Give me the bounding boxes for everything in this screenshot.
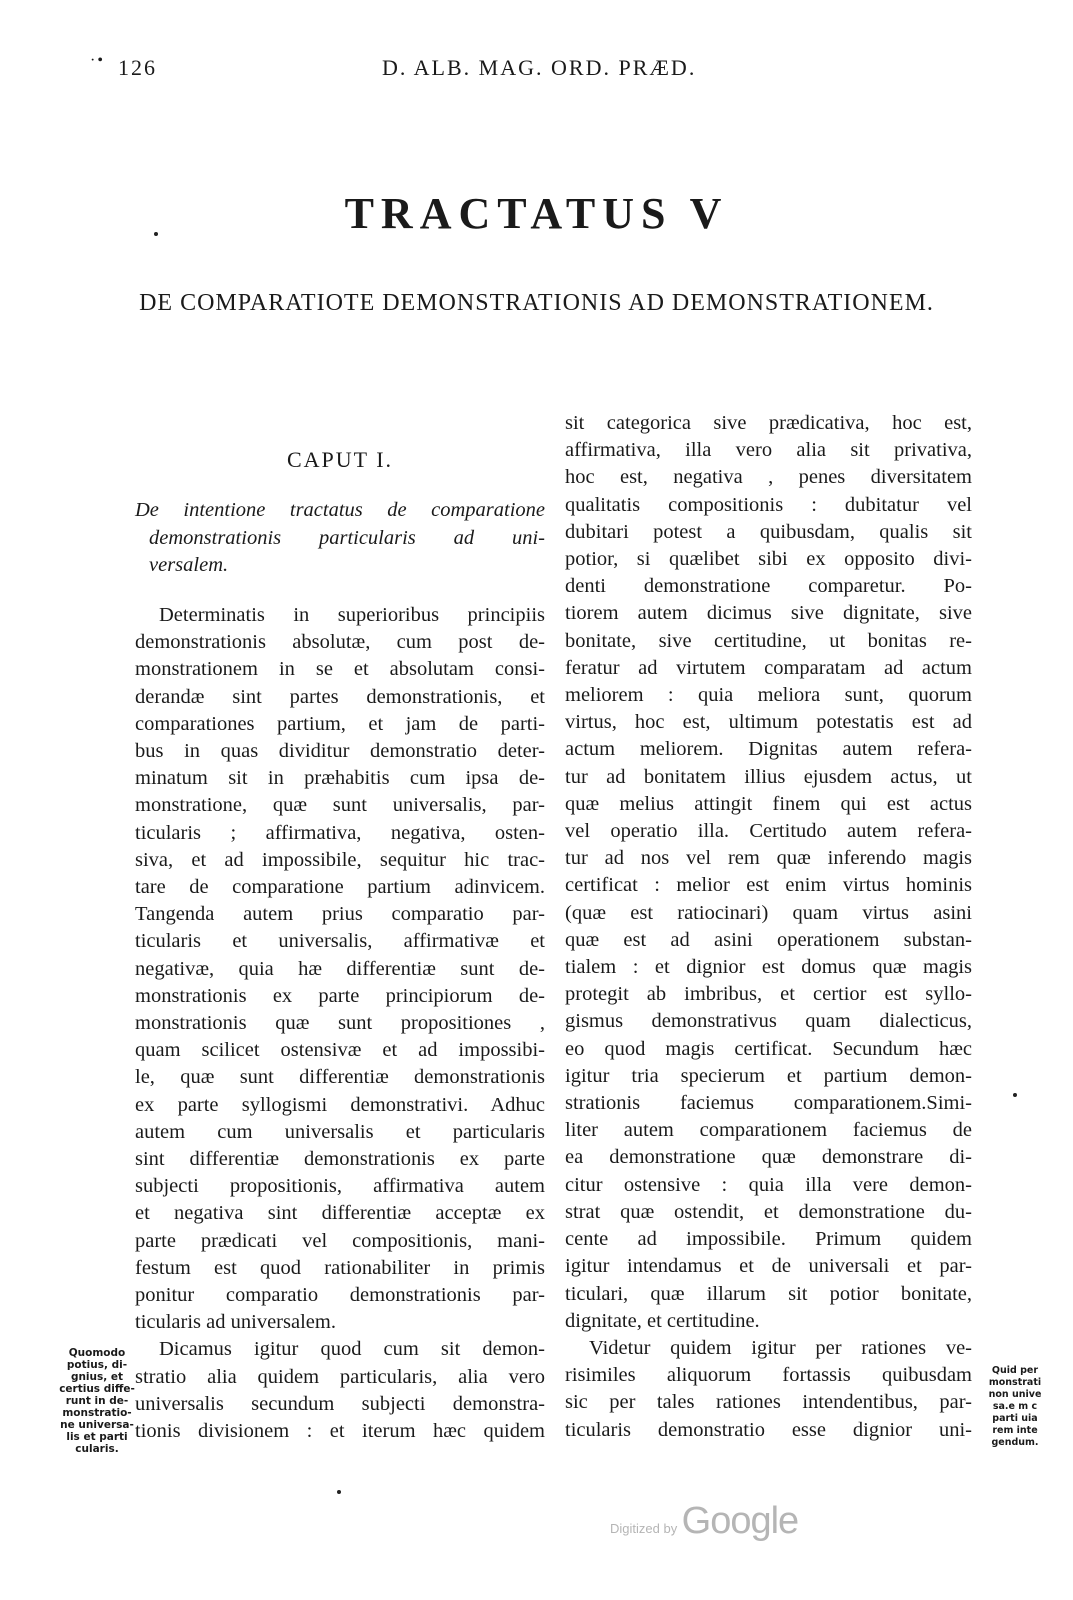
- margin-note-line: lis et parti: [66, 1431, 128, 1443]
- margin-note-line: Quid per: [991, 1365, 1039, 1376]
- text-line: monstrationis ex parte principiorum de-: [135, 984, 545, 1007]
- chapter-heading: CAPUT I.: [286, 447, 394, 472]
- text-line: (quæ est ratiocinari) quam virtus asini: [565, 901, 972, 924]
- text-line: ticularis et universalis, affirmativæ et: [135, 930, 545, 953]
- text-line: subjecti propositionis, affirmativa autem: [135, 1175, 545, 1198]
- running-title: D. ALB. MAG. ORD. PRÆD.: [382, 55, 697, 80]
- text-line: ticularis ; affirmativa, negativa, osten-: [135, 821, 545, 844]
- margin-note-line: non unive: [988, 1389, 1042, 1400]
- text-line: monstratione, quæ sunt universalis, par-: [135, 794, 545, 817]
- text-line: potior, si quælibet sibi ex opposito divi-: [565, 548, 972, 571]
- margin-note-line: cularis.: [75, 1443, 119, 1455]
- text-line: ticulari, quæ illarum sit potior bonitate,: [565, 1282, 972, 1305]
- text-line: universalis secundum subjecti demonstra-: [135, 1392, 545, 1415]
- right-margin-note: [980, 1365, 1050, 1449]
- text-line: quæ est ad asini operationem substan-: [565, 928, 972, 951]
- text-line: tionis divisionem : et iterum hæc quidem: [135, 1420, 545, 1443]
- text-line: Tangenda autem prius comparatio par-: [135, 903, 545, 926]
- digitized-watermark: [610, 1500, 798, 1543]
- text-line: ticularis demonstratio esse dignior uni-: [565, 1418, 972, 1441]
- text-line: monstrationem in se et absolutam consi-: [135, 658, 545, 681]
- left-text-column: [135, 602, 545, 1445]
- chapter-intent: [135, 497, 545, 580]
- margin-note-line: runt in de-: [65, 1395, 129, 1407]
- intent-line: demonstrationis particularis ad uni-: [149, 526, 545, 549]
- text-line: strationis faciemus comparationem.Simi-: [565, 1092, 972, 1115]
- text-line: quæ melius attingit finem qui est actus: [565, 792, 972, 815]
- text-line: tur ad nos vel rem quæ inferendo magis: [565, 847, 972, 870]
- text-line: stratio alia quidem particularis, alia vero: [135, 1365, 545, 1388]
- margin-note-line: gendum.: [991, 1437, 1039, 1448]
- text-line: Dicamus igitur quod cum sit demon-: [159, 1338, 545, 1361]
- text-line: feratur ad virtutem comparatam ad actum: [565, 656, 972, 679]
- text-line: affirmativa, illa vero alia sit privativa,: [565, 439, 972, 462]
- text-line: tialem : et dignior est domus quæ magis: [565, 956, 972, 979]
- margin-note-line: parti uia: [992, 1413, 1038, 1424]
- treatise-title: TRACTATUS V: [344, 189, 729, 238]
- text-line: monstrationis quæ sunt propositiones ,: [135, 1012, 545, 1035]
- text-line: ex parte syllogismi demonstrativi. Adhuc: [135, 1093, 545, 1116]
- text-line: Videtur quidem igitur per rationes ve-: [589, 1336, 972, 1359]
- text-line: comparationes partium, et jam de parti-: [135, 712, 545, 735]
- watermark-prefix: Digitized by: [610, 1521, 678, 1536]
- text-line: negativæ, quia hæ differentiæ sunt de-: [135, 957, 545, 980]
- stray-dot: [337, 1490, 341, 1494]
- text-line: virtus, hoc est, ultimum potestatis est ad: [565, 711, 972, 734]
- text-line: hoc est, negativa , penes diversitatem: [565, 466, 972, 489]
- google-logo: Google: [681, 1500, 799, 1542]
- margin-note-line: Quomodo: [68, 1347, 126, 1359]
- text-line: liter autem comparationem faciemus de: [565, 1119, 972, 1142]
- margin-note-line: gnius, et: [70, 1371, 124, 1383]
- text-line: ea demonstratione quæ demonstrare di-: [565, 1146, 972, 1169]
- text-line: denti demonstratione comparetur. Po-: [565, 575, 972, 598]
- text-line: dignitate, et certitudine.: [565, 1309, 760, 1332]
- treatise-subtitle: DE COMPARATIOTE DEMONSTRATIONIS AD DEMONSTRATIONEM.: [139, 290, 934, 316]
- text-line: meliorem : quia meliora sunt, quorum: [565, 684, 972, 707]
- stray-dot: [154, 232, 158, 236]
- text-line: le, quæ sunt differentiæ demonstrationis: [135, 1066, 545, 1089]
- margin-note-line: potius, di-: [66, 1359, 128, 1371]
- text-line: citur ostensive : quia illa vere demon-: [565, 1173, 972, 1196]
- page-number: 126: [118, 55, 157, 80]
- stray-dot: [1013, 1093, 1017, 1097]
- margin-note-line: rem inte: [992, 1425, 1038, 1436]
- text-line: bus in quas dividitur demonstratio deter-: [135, 740, 545, 763]
- text-line: dubitari potest a quibusdam, qualis sit: [565, 520, 972, 543]
- intent-line: versalem.: [149, 554, 229, 576]
- text-line: eo quod magis certificat. Secundum hæc: [565, 1037, 972, 1060]
- text-line: vel operatio illa. Certitudo autem refera-: [565, 820, 972, 843]
- text-line: certificat : melior est enim virtus hominis: [565, 874, 972, 897]
- margin-note-line: ne universa-: [60, 1419, 134, 1431]
- text-line: Determinatis in superioribus principiis: [159, 604, 545, 626]
- text-line: sit categorica sive prædicativa, hoc est,: [565, 412, 972, 434]
- text-line: actum meliorem. Dignitas autem refera-: [565, 738, 972, 761]
- right-text-column: [565, 410, 972, 1444]
- text-line: bonitate, sive certitudine, ut bonitas re-: [565, 629, 972, 652]
- intent-line: De intentione tractatus de comparatione: [135, 499, 545, 521]
- text-line: ponitur comparatio demonstrationis par-: [135, 1284, 545, 1307]
- text-line: tare de comparatione partium adinvicem.: [135, 876, 545, 899]
- text-line: ticularis ad universalem.: [135, 1311, 336, 1334]
- margin-note-line: monstratio-: [62, 1407, 132, 1419]
- text-line: igitur tria specierum et partium demon-: [565, 1064, 972, 1087]
- margin-note-line: certius diffe-: [59, 1383, 135, 1395]
- text-line: cente ad impossibile. Primum quidem: [565, 1228, 972, 1251]
- margin-note-line: monstrati: [988, 1377, 1042, 1388]
- text-line: tur ad bonitatem illius ejusdem actus, ut: [565, 765, 972, 788]
- header-marks: ·•: [90, 52, 105, 69]
- text-line: protegit ab imbribus, et certior est syllo-: [565, 983, 972, 1006]
- left-margin-note: [52, 1347, 142, 1455]
- text-line: siva, et ad impossibile, sequitur hic trac-: [135, 848, 545, 871]
- text-line: igitur intendamus et de universali et par-: [565, 1255, 972, 1278]
- text-line: quam scilicet ostensivæ et ad impossibi-: [135, 1039, 545, 1062]
- text-line: festum est quod rationabiliter in primis: [135, 1256, 545, 1279]
- text-line: parte prædicati vel compositionis, mani-: [135, 1229, 545, 1252]
- text-line: et negativa sint differentiæ acceptæ ex: [135, 1202, 545, 1225]
- text-line: demonstrationis absolutæ, cum post de-: [135, 631, 545, 654]
- text-line: strat quæ ostendit, et demonstratione du-: [565, 1200, 972, 1223]
- text-line: sic per tales rationes intendentibus, par-: [565, 1391, 972, 1414]
- text-line: risimiles aliquorum fortassis quibusdam: [565, 1364, 972, 1387]
- text-line: tiorem autem dicimus sive dignitate, sive: [565, 602, 972, 625]
- text-line: autem cum universalis et particularis: [135, 1120, 545, 1143]
- text-line: sint differentiæ demonstrationis ex parte: [135, 1148, 545, 1171]
- text-line: derandæ sint partes demonstrationis, et: [135, 685, 545, 708]
- margin-note-line: sa.e m c: [992, 1401, 1038, 1412]
- text-line: gismus demonstrativus quam dialecticus,: [565, 1010, 972, 1033]
- text-line: qualitatis compositionis : dubitatur vel: [565, 493, 972, 516]
- text-line: minatum sit in præhabitis cum ipsa de-: [135, 767, 545, 790]
